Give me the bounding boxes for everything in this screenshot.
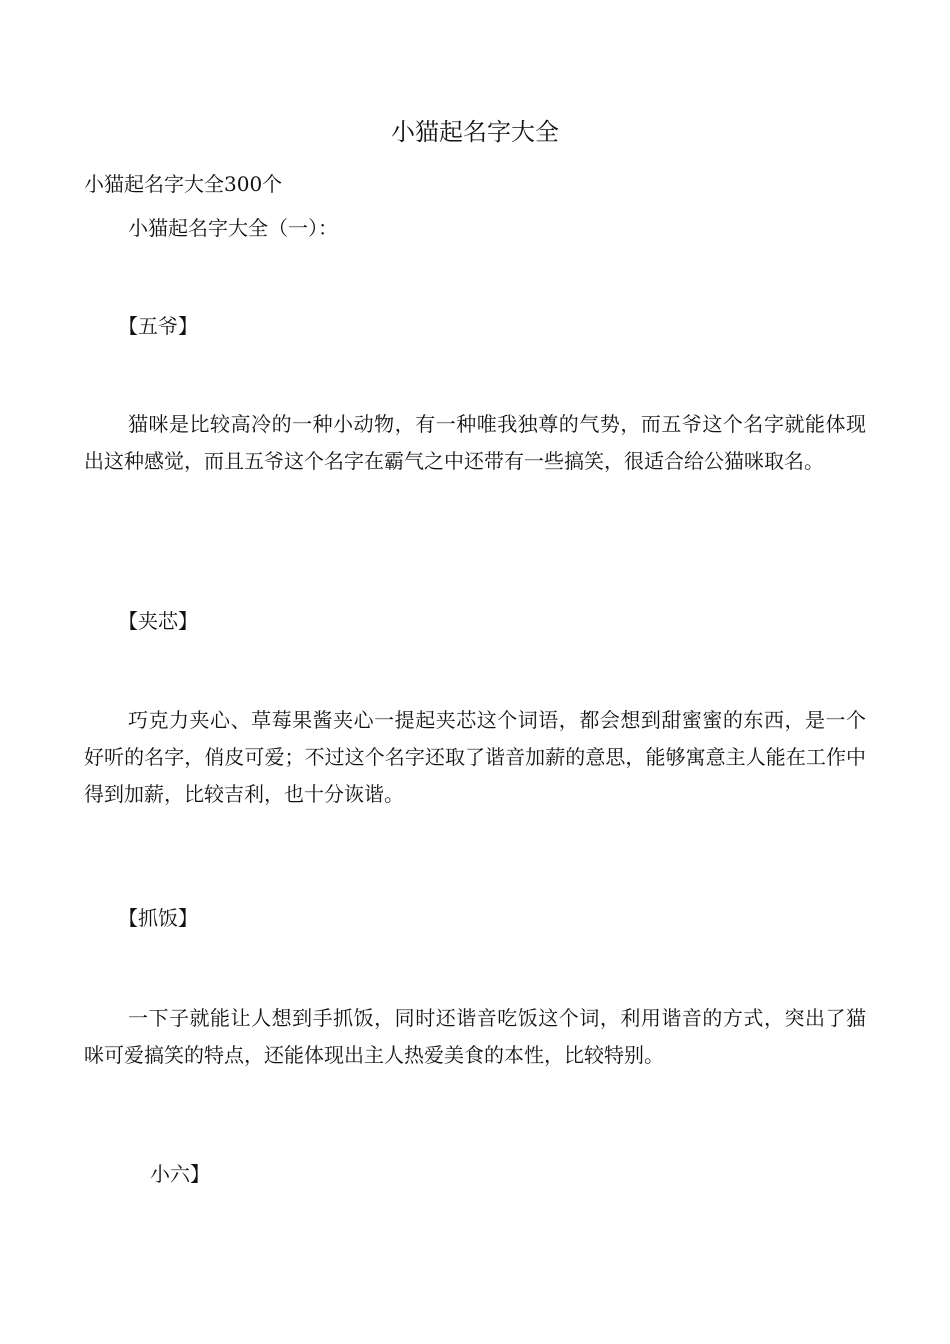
entry-text-jiaxin: 巧克力夹心、草莓果酱夹心一提起夹芯这个词语，都会想到甜蜜蜜的东西，是一个好听的名字，俏皮可爱；不过这个名字还取了谐音加薪的意思，能够寓意主人能在工作中得到加薪，比较吉利，也十分诙谐。: [84, 708, 866, 806]
entry-heading-jiaxin: 【夹芯】: [118, 609, 198, 633]
section-label: 小猫起名字大全（一）：: [128, 216, 338, 240]
document-subtitle: 小猫起名字大全300个: [84, 172, 283, 196]
entry-heading-zhuafan: 【抓饭】: [118, 906, 198, 930]
document-title: 小猫起名字大全: [391, 118, 559, 146]
entry-heading-wuye: 【五爷】: [118, 314, 198, 338]
entry-text-wuye: 猫咪是比较高冷的一种小动物，有一种唯我独尊的气势，而五爷这个名字就能体现出这种感觉，而且五爷这个名字在霸气之中还带有一些搞笑，很适合给公猫咪取名。: [84, 412, 866, 473]
entry-heading-xiaoliu: 小六】: [150, 1162, 210, 1186]
entry-text-zhuafan: 一下子就能让人想到手抓饭，同时还谐音吃饭这个词，利用谐音的方式，突出了猫咪可爱搞笑的特点，还能体现出主人热爱美食的本性，比较特别。: [84, 1006, 866, 1067]
